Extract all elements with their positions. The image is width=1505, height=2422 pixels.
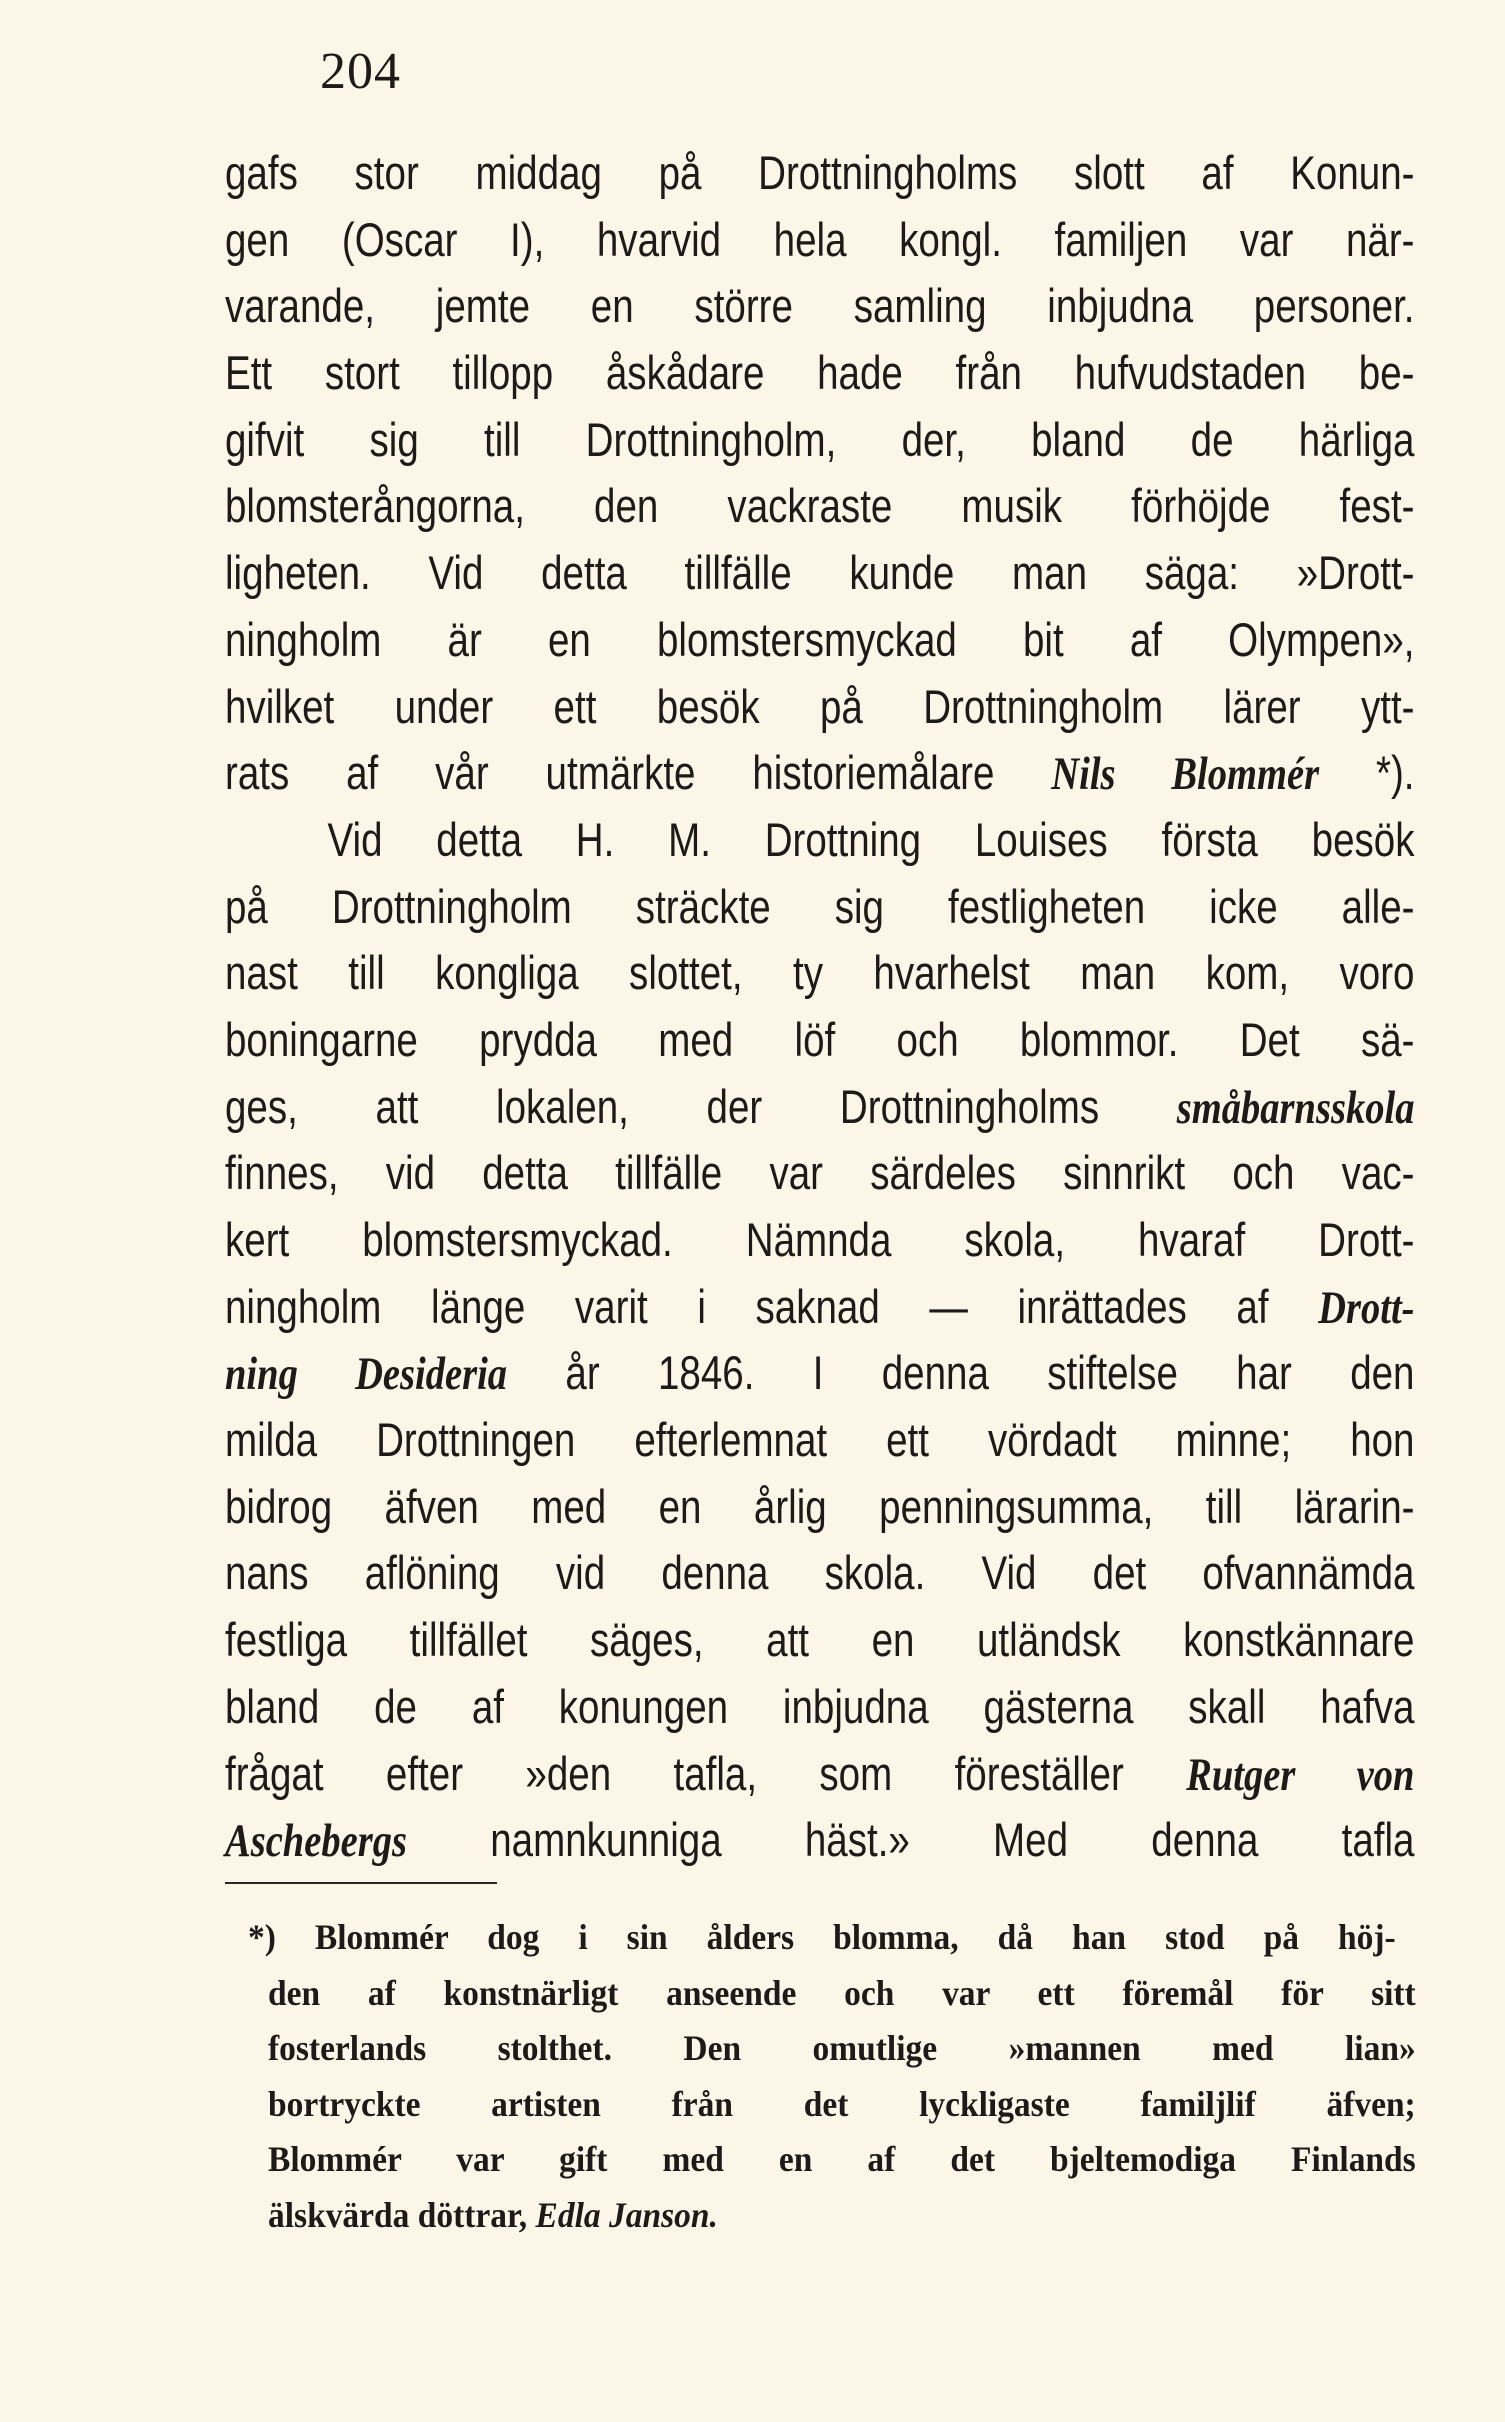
text-line [225,607,1414,674]
text-run: bidrog äfven med en årlig penningsumma, till lärarin- [225,1479,1415,1533]
text-run: hvilket under ett besök på Drottningholm lärer ytt- [225,679,1415,733]
text-run: Ett stort tillopp åskådare hade från hufvudstaden be- [225,346,1415,400]
text-run: Vid detta H. M. Drottning Louises första besök [327,812,1415,866]
footnote [248,1910,1416,2243]
text-run: boningarne prydda med löf och blommor. Det sä- [225,1012,1415,1066]
text-line [225,273,1414,340]
text-run: gafs stor middag på Drottningholms slott af Konun- [225,146,1415,199]
text-line [225,740,1414,807]
text-run: år 1846. I denna stiftelse har den [507,1346,1415,1400]
text-run: namnkunniga häst.» Med denna tafla [407,1813,1415,1867]
text-run: gifvit sig till Drottningholm, der, bland de härliga [225,412,1415,466]
text-line [225,874,1414,941]
italic-run: ning Desideria [225,1348,508,1401]
text-run: blomsterångorna, den vackraste musik förhöjde fest- [225,479,1415,533]
page-number: 204 [320,43,401,100]
text-line [225,1474,1414,1541]
text-line [225,807,1414,874]
italic-run: Nils Blommér [1051,748,1320,801]
italic-run: Rutger von [1186,1748,1415,1801]
footnote-line: fosterlands stolthet. Den omutlige »mannen med lian» [268,2028,1416,2068]
footnote-line: den af konstnärligt anseende och var ett föremål för sitt [268,1972,1416,2013]
text-run: ges, att lokalen, der Drottningholms [225,1079,1177,1133]
text-line [225,1207,1414,1274]
italic-run: Aschebergs [225,1815,408,1868]
text-line [225,1607,1414,1674]
text-line [225,1540,1414,1607]
text-line [225,473,1414,540]
text-run: frågat efter »den tafla, som föreställer [225,1746,1187,1800]
text-line [225,1140,1414,1207]
footnote-line: *) Blommér dog i sin ålders blomma, då han stod på höj- [248,1917,1396,1957]
text-line [225,207,1414,274]
text-line [225,1340,1414,1407]
text-run: varande, jemte en större samling inbjudna personer. [225,279,1415,333]
text-line [225,1274,1414,1341]
text-line [225,140,1414,207]
text-run: bland de af konungen inbjudna gästerna skall hafva [225,1679,1415,1733]
footnote-line: bortryckte artisten från det lyckligaste familjlif äfven; [268,2083,1416,2124]
text-run: på Drottningholm sträckte sig festligheten icke alle- [225,879,1415,933]
text-run: *). [1319,746,1415,800]
text-run: ningholm länge varit i saknad — inrättades af [225,1279,1319,1333]
text-run: ningholm är en blomstersmyckad bit af Olympen», [225,612,1415,666]
text-line [225,1807,1414,1874]
text-line [225,407,1414,474]
text-run: kert blomstersmyckad. Nämnda skola, hvaraf Drott- [225,1213,1415,1266]
text-line [225,1674,1414,1741]
text-line [225,1741,1414,1808]
italic-run: småbarnsskola [1176,1081,1415,1134]
footnote-rule [225,1882,497,1884]
text-line [225,540,1414,607]
text-run: nast till kongliga slottet, ty hvarhelst man kom, voro [225,946,1415,1000]
italic-run: Drott- [1318,1281,1415,1334]
text-line [225,340,1414,407]
footnote-line: älskvärda döttrar, Edla Janson. [268,2194,718,2235]
footnote-line: Blommér var gift med en af det bjeltemodiga Finlands [268,2139,1416,2179]
body-text [225,140,1415,1874]
text-line [225,674,1414,741]
text-line [225,1007,1414,1074]
text-run: festliga tillfället säges, att en utländsk konstkännare [225,1613,1415,1667]
text-run: gen (Oscar I), hvarvid hela kongl. familjen var när- [225,212,1415,266]
text-line [225,1407,1414,1474]
text-run: ligheten. Vid detta tillfälle kunde man säga: »Drott- [225,546,1415,600]
text-run: rats af vår utmärkte historiemålare [225,746,1052,800]
text-line [225,940,1414,1007]
text-run: nans aflöning vid denna skola. Vid det ofvannämda [225,1546,1415,1600]
text-run: milda Drottningen efterlemnat ett vördadt minne; hon [225,1413,1415,1467]
text-run: finnes, vid detta tillfälle var särdeles sinnrikt och vac- [225,1146,1415,1200]
text-line [225,1074,1414,1141]
